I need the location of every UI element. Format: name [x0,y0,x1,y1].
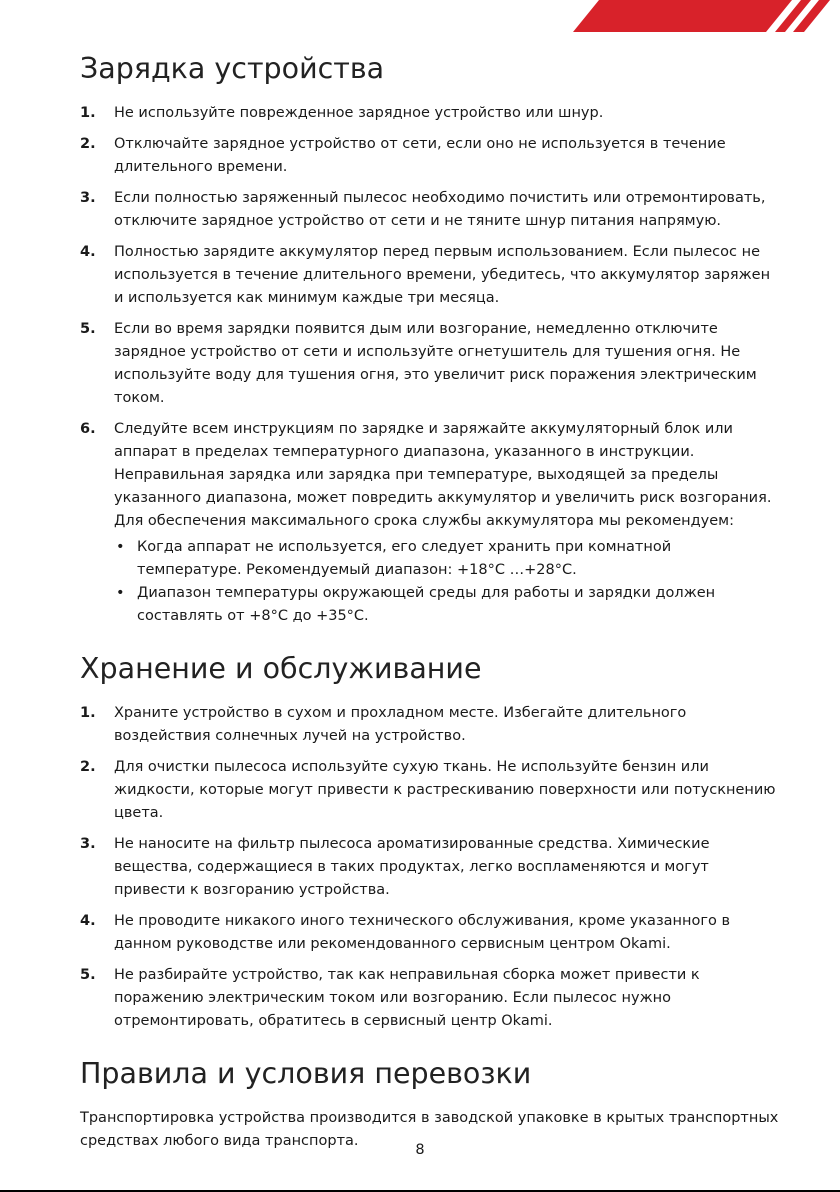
bullet-icon: • [116,585,125,601]
list-item [80,418,780,628]
section-storage [80,652,780,1033]
bullet-text: Когда аппарат не используется, его следует хранить при комнатной температуре. Рекомендуемый диапазон: +18°C …+28°C. [137,539,672,578]
bullet-text: Диапазон температуры окружающей среды для работы и зарядки должен составлять от +8°C до +35°C. [137,585,716,624]
transport-paragraph: Транспортировка устройства производится в заводской упаковке в крытых транспортных средствах любого вида транспорта. [80,1110,779,1149]
item-text: Не разбирайте устройство, так как неправильная сборка может привести к поражению электрическим током или возгоранию. Если пылесос нужно отремонтировать, обратитесь в сервисный центр Okami. [114,967,700,1029]
item-number: 4. [80,244,96,260]
list-item [80,833,780,902]
header-stripes-decoration [480,0,840,32]
item-text: Для очистки пылесоса используйте сухую ткань. Не используйте бензин или жидкости, которые могут привести к растрескиванию поверхности или потускнению цвета. [114,759,776,821]
item-text: Храните устройство в сухом и прохладном месте. Избегайте длительного воздействия солнечных лучей на устройство. [114,705,687,744]
document-content [80,52,780,1153]
list-item [80,910,780,956]
item-text: Не используйте поврежденное зарядное устройство или шнур. [114,105,604,121]
section-charging [80,52,780,628]
list-item [80,318,780,410]
section-title-storage: Хранение и обслуживание [80,652,482,685]
item-text: Следуйте всем инструкциям по зарядке и заряжайте аккумуляторный блок или аппарат в пределах температурного диапазона, указанного в инструкции. Неправильная зарядка или зарядка при температуре, выходящей за пределы указанного диапазона, может повредить аккумулятор и увеличить риск возгорания. Для обеспечения максимального срока службы аккумулятора мы рекомендуем: [114,421,772,529]
item-number: 1. [80,705,96,721]
section-title-transport: Правила и условия перевозки [80,1057,532,1090]
header-stripe-large [573,0,792,32]
item-text: Полностью зарядите аккумулятор перед первым использованием. Если пылесос не используется в течение длительного времени, убедитесь, что аккумулятор заряжен и используется как минимум каждые три месяца. [114,244,771,306]
item-text: Не проводите никакого иного технического обслуживания, кроме указанного в данном руководстве или рекомендованного сервисным центром Okami. [114,913,731,952]
list-item [80,756,780,825]
item-number: 2. [80,759,96,775]
section-title-charging: Зарядка устройства [80,52,385,85]
item-number: 6. [80,421,96,437]
item-text: Отключайте зарядное устройство от сети, если оно не используется в течение длительного времени. [114,136,726,175]
item-number: 5. [80,321,96,337]
item-number: 4. [80,913,96,929]
bullet-icon: • [116,539,125,555]
list-item [80,133,780,179]
page-number: 8 [415,1142,425,1158]
item-text: Не наносите на фильтр пылесоса ароматизированные средства. Химические вещества, содержащиеся в таких продуктах, легко воспламеняются и могут привести к возгоранию устройства. [114,836,710,898]
list-item [80,702,780,748]
item-text: Если полностью заряженный пылесос необходимо почистить или отремонтировать, отключите зарядное устройство от сети и не тяните шнур питания напрямую. [114,190,766,229]
list-item [80,964,780,1033]
list-item [80,241,780,310]
list-item [80,187,780,233]
list-item [80,102,780,125]
item-number: 1. [80,105,96,121]
recommendations-list [114,536,780,628]
storage-list [80,702,780,1033]
bullet-item [114,582,780,628]
item-number: 3. [80,190,96,206]
item-text: Если во время зарядки появится дым или возгорание, немедленно отключите зарядное устройство от сети и используйте огнетушитель для тушения огня. Не используйте воду для тушения огня, это увеличит риск поражения электрическим током. [114,321,757,406]
item-number: 3. [80,836,96,852]
bullet-item [114,536,780,582]
charging-list [80,102,780,628]
item-number: 2. [80,136,96,152]
item-number: 5. [80,967,96,983]
